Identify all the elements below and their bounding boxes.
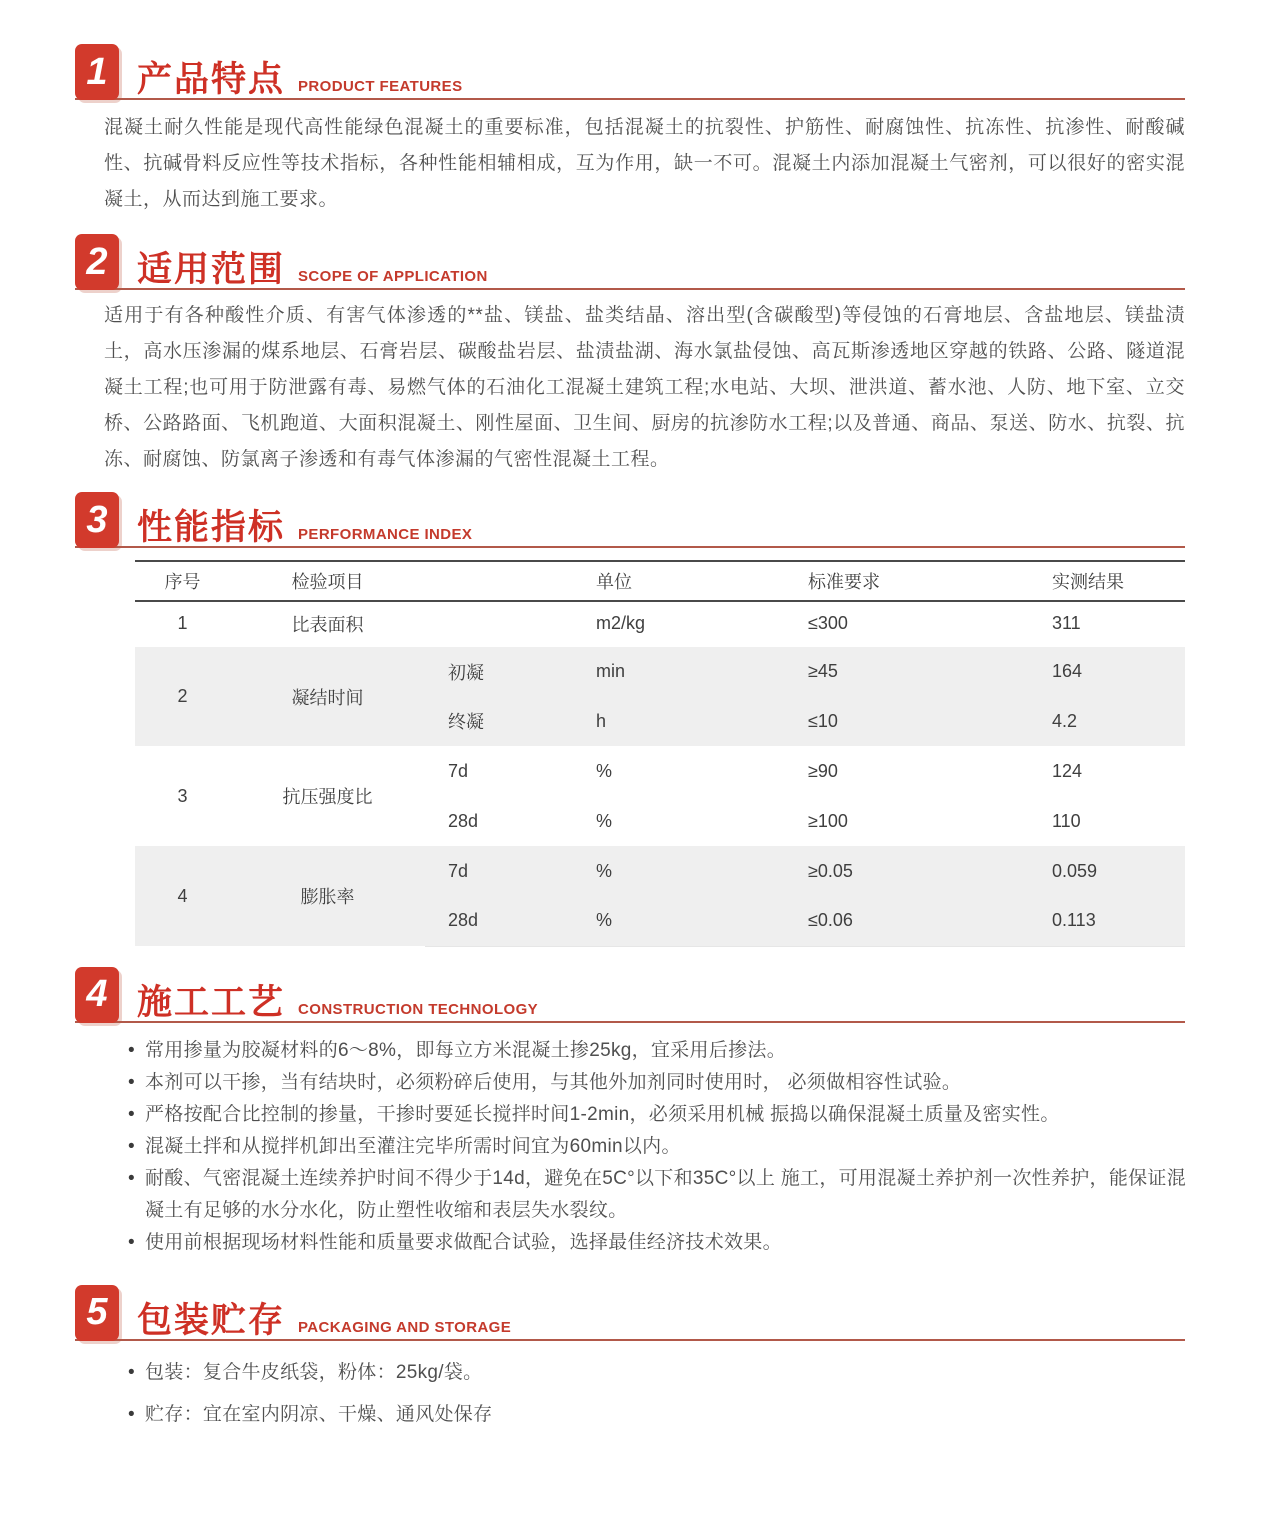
section-5-header	[75, 1285, 1185, 1341]
header-item: 检验项目	[230, 561, 425, 601]
section-performance-index	[0, 492, 1280, 947]
table-cell: ≥45	[775, 646, 1010, 696]
section-scope-of-application	[0, 234, 1280, 478]
section-number: 4	[86, 973, 108, 1015]
header-sub-spacer	[425, 561, 560, 601]
datasheet-page	[0, 44, 1280, 1528]
table-cell: 4.2	[1010, 696, 1185, 746]
table-cell: 膨胀率	[230, 846, 425, 946]
list-item: • 常用掺量为胶凝材料的6～8%，即每立方米混凝土掺25kg，宜采用后掺法。	[128, 1035, 1190, 1067]
header-unit: 单位	[560, 561, 775, 601]
table-cell: %	[596, 810, 613, 831]
section-2-title: 适用范围	[137, 250, 286, 289]
list-item: • 严格按配合比控制的掺量，干掺时要延长搅拌时间1-2min，必须采用机械 振捣以确保混凝土质量及密实性。	[128, 1099, 1190, 1131]
list-item: • 包装：复合牛皮纸袋，粉体：25kg/袋。	[128, 1357, 1190, 1389]
section-4-title: 施工工艺	[137, 982, 286, 1022]
table-cell: 0.113	[1010, 896, 1185, 946]
table-cell: ≤0.06	[775, 896, 1010, 946]
table-cell: min	[560, 646, 775, 696]
list-item: • 混凝土拌和从搅拌机卸出至灌注完毕所需时间宜为60min以内。	[128, 1131, 1190, 1163]
section-3-subtitle: PERFORMANCE INDEX	[298, 526, 473, 543]
table-header-row	[135, 561, 1185, 601]
table-cell: 28d	[425, 896, 560, 946]
table-cell: ≤10	[775, 696, 1010, 746]
section-number: 1	[86, 50, 108, 93]
section-1-subtitle: PRODUCT FEATURES	[298, 78, 463, 95]
section-5-subtitle: PACKAGING AND STORAGE	[298, 1318, 512, 1336]
header-standard: 标准要求	[775, 561, 1010, 601]
section-number: 5	[86, 1291, 108, 1333]
table-cell: ≥100	[808, 810, 848, 831]
table-row	[135, 601, 1185, 646]
performance-table	[135, 560, 1185, 947]
table-cell: ≤300	[775, 601, 1010, 646]
table-cell: 初凝	[425, 646, 560, 696]
table-cell: 124	[1052, 760, 1083, 781]
section-packaging-storage	[0, 1285, 1280, 1431]
list-item: • 本剂可以干掺，当有结块时，必须粉碎后使用，与其他外加剂同时使用时， 必须做相容性试验。	[128, 1067, 1190, 1099]
header-result: 实测结果	[1010, 561, 1185, 601]
table-row	[135, 846, 1185, 896]
section-number: 2	[86, 240, 108, 283]
table-cell: 7d	[425, 846, 560, 896]
packaging-bullet-list	[128, 1357, 1190, 1431]
section-construction-technology	[0, 967, 1280, 1259]
table-cell: h	[560, 696, 775, 746]
table-cell: 164	[1010, 646, 1185, 696]
list-item: • 贮存：宜在室内阴凉、干燥、通风处保存	[128, 1399, 1190, 1431]
section-3-number-badge	[75, 492, 119, 548]
section-4-header	[75, 967, 1185, 1023]
table-row	[135, 746, 1185, 796]
list-item: • 使用前根据现场材料性能和质量要求做配合试验，选择最佳经济技术效果。	[128, 1227, 1190, 1259]
table-cell: %	[596, 760, 613, 781]
table-cell: 110	[1052, 810, 1081, 831]
table-cell: 凝结时间	[230, 646, 425, 746]
section-product-features	[0, 44, 1280, 218]
section-5-title: 包装贮存	[137, 1300, 286, 1340]
section-3-header	[75, 492, 1185, 548]
table-cell	[425, 601, 560, 646]
table-cell: 比表面积	[230, 601, 425, 646]
section-2-subtitle: SCOPE OF APPLICATION	[298, 268, 488, 285]
header-no: 序号	[135, 561, 230, 601]
section-4-subtitle: CONSTRUCTION TECHNOLOGY	[298, 1000, 539, 1018]
table-cell: 1	[135, 601, 230, 646]
table-cell: 4	[135, 846, 230, 946]
section-3-title: 性能指标	[137, 508, 286, 547]
table-cell: 7d	[448, 760, 469, 781]
table-cell: m2/kg	[560, 601, 775, 646]
table-cell: 311	[1010, 601, 1185, 646]
construction-bullet-list	[128, 1035, 1190, 1259]
table-cell: ≥90	[808, 760, 838, 781]
table-cell: 0.059	[1010, 846, 1185, 896]
section-2-number-badge	[75, 234, 119, 290]
table-cell: %	[560, 846, 775, 896]
section-1-header	[75, 44, 1185, 100]
product-features-paragraph: 混凝土耐久性能是现代高性能绿色混凝土的重要标准，包括混凝土的抗裂性、护筋性、耐腐蚀性、抗冻性、抗渗性、耐酸碱性、抗碱骨料反应性等技术指标，各种性能相辅相成，互为作用，缺一不可。混凝土内添加混凝土气密剂，可以很好的密实混凝土，从而达到施工要求。	[104, 117, 1185, 210]
table-cell: 终凝	[425, 696, 560, 746]
table-cell: 2	[135, 646, 230, 746]
list-item: • 耐酸、气密混凝土连续养护时间不得少于14d，避免在5C°以下和35C°以上 施工，可用混凝土养护剂一次性养护，能保证混凝土有足够的水分水化，防止塑性收缩和表层失水裂纹。	[128, 1163, 1190, 1227]
table-cell: ≥0.05	[775, 846, 1010, 896]
section-1-number-badge	[75, 44, 119, 100]
table-cell: 28d	[448, 810, 479, 831]
section-2-header	[75, 234, 1185, 290]
section-number: 3	[86, 498, 108, 541]
section-1-title: 产品特点	[137, 60, 286, 99]
table-row	[135, 646, 1185, 696]
table-cell: 抗压强度比	[282, 787, 373, 807]
table-cell: %	[560, 896, 775, 946]
section-5-number-badge	[75, 1285, 119, 1341]
scope-paragraph: 适用于有各种酸性介质、有害气体渗透的**盐、镁盐、盐类结晶、溶出型(含碳酸型)等侵蚀的石膏地层、含盐地层、镁盐渍土，高水压渗漏的煤系地层、石膏岩层、碳酸盐岩层、盐渍盐湖、海水氯盐侵蚀、高瓦斯渗透地区穿越的铁路、公路、隧道混凝土工程;也可用于防泄露有毒、易燃气体的石油化工混凝土建筑工程;水电站、大坝、泄洪道、蓄水池、人防、地下室、立交桥、公路路面、飞机跑道、大面积混凝土、刚性屋面、卫生间、厨房的抗渗防水工程;以及普通、商品、泵送、防水、抗裂、抗冻、耐腐蚀、防氯离子渗透和有毒气体渗漏的气密性混凝土工程。	[104, 305, 1185, 470]
section-4-number-badge	[75, 967, 119, 1023]
table-cell: 3	[177, 785, 188, 806]
